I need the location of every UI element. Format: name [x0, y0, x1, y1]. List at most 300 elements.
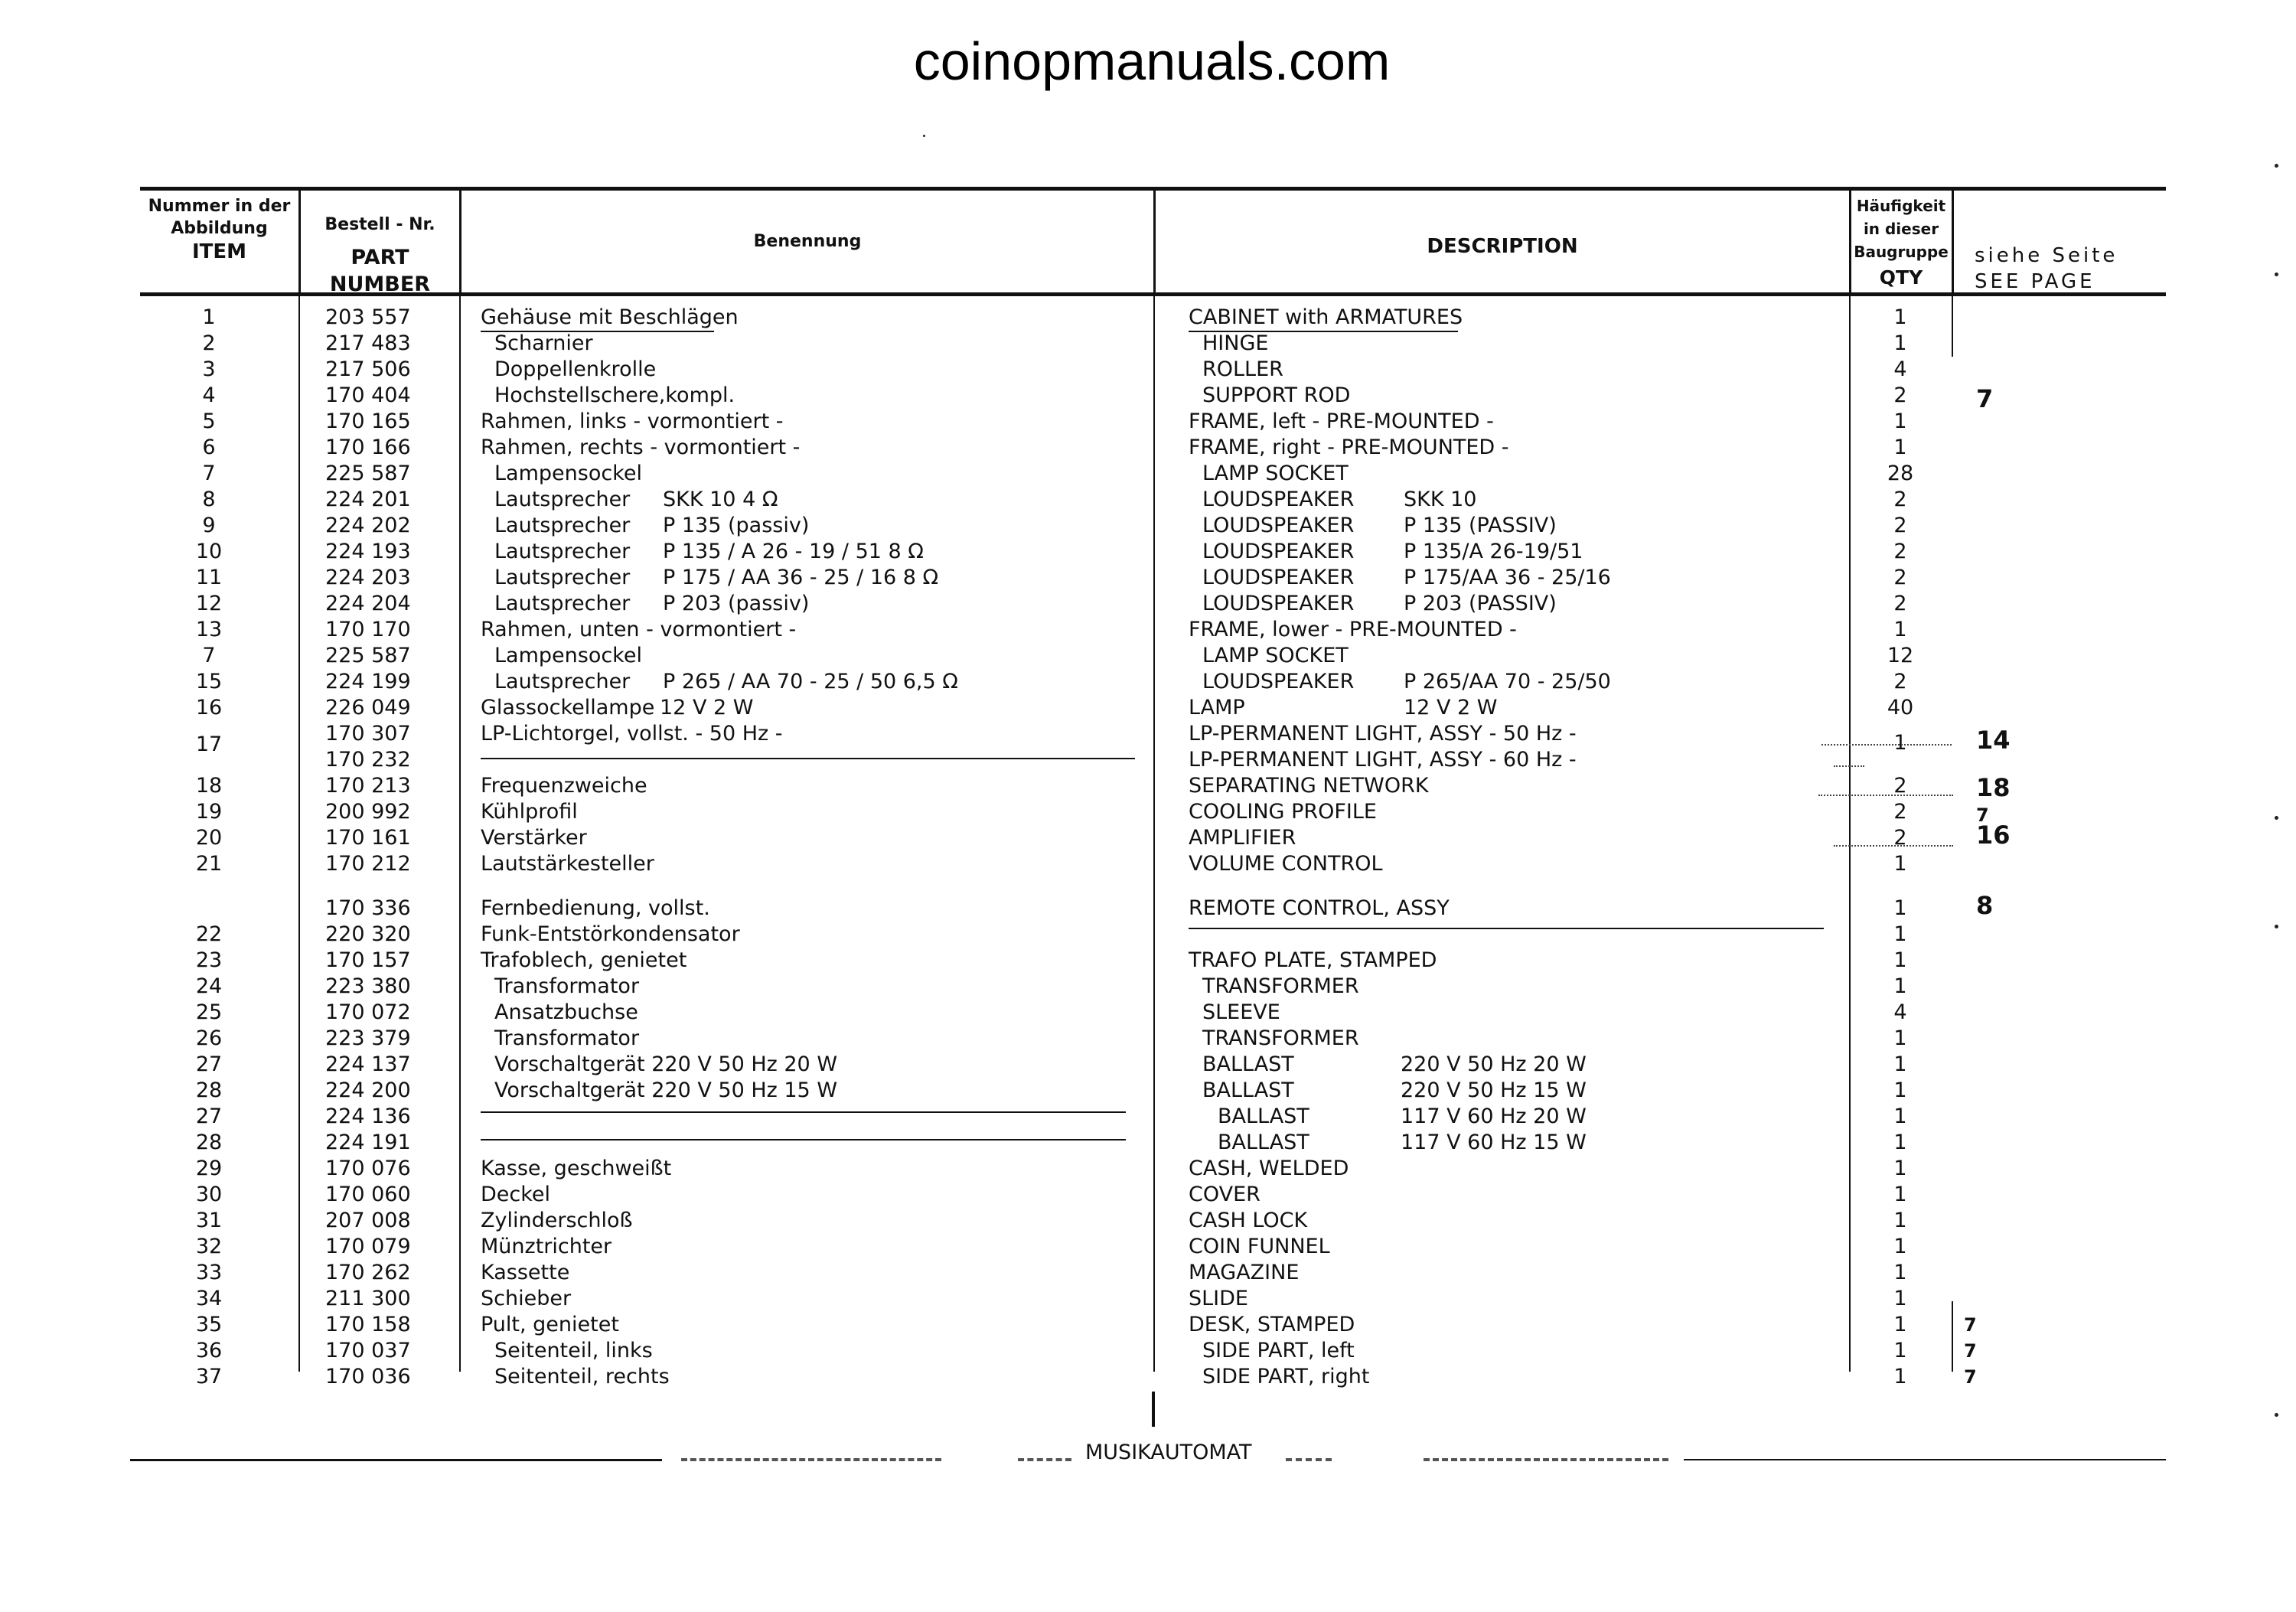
table-row	[0, 1234, 2296, 1260]
scan-mark	[2275, 272, 2278, 276]
item-name: Transformator	[494, 1026, 640, 1050]
part-number: 225 587	[325, 462, 411, 485]
item-qty: 4	[1893, 357, 1907, 381]
item-description: ROLLER	[1202, 357, 1283, 381]
item-name: Lautsprecher	[494, 488, 631, 511]
item-qty: 1	[1893, 1365, 1907, 1388]
item-qty: 2	[1893, 488, 1907, 511]
item-description: BALLAST	[1218, 1105, 1309, 1128]
item-description-spec: P 135 (PASSIV)	[1404, 514, 1557, 537]
item-name: Lautsprecher	[494, 592, 631, 615]
see-page: 7	[1964, 1314, 1977, 1336]
item-number: 7	[202, 462, 216, 485]
table-row	[0, 669, 2296, 695]
item-description: FRAME, right - PRE-MOUNTED -	[1189, 436, 1509, 459]
item-qty: 1	[1893, 305, 1907, 329]
item-number: 19	[195, 800, 223, 824]
item-qty: 28	[1887, 462, 1914, 485]
part-number: 225 587	[325, 644, 411, 667]
item-qty: 1	[1893, 1339, 1907, 1362]
item-qty: 1	[1893, 896, 1907, 920]
item-name: Lautsprecher	[494, 566, 631, 589]
item-qty: 1	[1893, 410, 1907, 433]
item-name: Glassockellampe	[481, 696, 655, 720]
table-row	[0, 331, 2296, 357]
item-description-spec: P 265/AA 70 - 25/50	[1404, 670, 1611, 693]
item-description: FRAME, left - PRE-MOUNTED -	[1189, 410, 1494, 433]
item-name: Seitenteil, rechts	[494, 1365, 670, 1388]
item-name: Lampensockel	[494, 644, 642, 667]
table-row	[0, 617, 2296, 643]
item-name: Funk-Entstörkondensator	[481, 922, 740, 946]
part-number: 224 137	[325, 1052, 411, 1076]
item-description: BALLAST	[1202, 1052, 1294, 1076]
item-description: REMOTE CONTROL, ASSY	[1189, 896, 1450, 920]
table-row	[0, 799, 2296, 825]
column-divider	[1152, 1392, 1155, 1427]
part-number: 170 170	[325, 618, 411, 641]
table-row	[0, 409, 2296, 435]
see-page: 7	[1964, 1366, 1977, 1388]
item-qty: 2	[1893, 670, 1907, 693]
item-description: LAMP SOCKET	[1202, 462, 1349, 485]
item-number: 5	[202, 410, 216, 433]
table-row	[0, 1078, 2296, 1104]
header-item-line: Abbildung	[171, 218, 268, 238]
item-qty: 2	[1893, 826, 1907, 850]
table-row	[0, 383, 2296, 413]
item-number: 22	[195, 922, 223, 946]
item-description: LOUDSPEAKER	[1202, 488, 1355, 511]
item-number: 4	[202, 383, 216, 407]
item-description: HINGE	[1202, 331, 1269, 355]
item-name: Lautsprecher	[494, 540, 631, 563]
see-page: 7	[1976, 384, 1994, 413]
header-qty-line: Baugruppe	[1854, 243, 1949, 261]
item-qty: 2	[1893, 383, 1907, 407]
table-row	[0, 922, 2296, 948]
table-row	[0, 513, 2296, 539]
item-qty: 2	[1893, 540, 1907, 563]
part-number: 170 262	[325, 1261, 411, 1284]
part-number: 224 204	[325, 592, 411, 615]
item-description: COOLING PROFILE	[1189, 800, 1377, 824]
item-qty: 1	[1893, 1313, 1907, 1336]
part-number: 224 200	[325, 1078, 411, 1102]
item-description: LOUDSPEAKER	[1202, 540, 1355, 563]
item-name: Kühlprofil	[481, 800, 578, 824]
part-number: 170 212	[325, 852, 411, 876]
item-name-spec: P 265 / AA 70 - 25 / 50 6,5 Ω	[663, 670, 958, 693]
item-description: AMPLIFIER	[1189, 826, 1296, 850]
item-number: 1	[202, 305, 216, 329]
qty-leader-dots	[1834, 765, 1864, 767]
item-number: 37	[195, 1365, 223, 1388]
part-number: 170 036	[325, 1365, 411, 1388]
table-row	[0, 1156, 2296, 1182]
item-number: 35	[195, 1313, 223, 1336]
table-row	[0, 821, 2296, 851]
item-name-spec: P 203 (passiv)	[663, 592, 810, 615]
item-description: FRAME, lower - PRE-MOUNTED -	[1189, 618, 1517, 641]
header-see-line: siehe Seite	[1975, 244, 2118, 267]
item-number: 15	[195, 670, 223, 693]
item-number: 34	[195, 1287, 223, 1310]
see-page: 8	[1976, 891, 1994, 920]
item-name-spec: SKK 10 4 Ω	[663, 488, 778, 511]
item-number: 9	[202, 514, 216, 537]
item-description: SIDE PART, left	[1202, 1339, 1355, 1362]
qty-leader-dots	[1821, 744, 1952, 746]
table-row	[0, 1208, 2296, 1234]
qty-leader-dots	[1818, 795, 1953, 796]
item-name: Seitenteil, links	[494, 1339, 653, 1362]
item-name: Schieber	[481, 1287, 572, 1310]
item-name-spec: P 175 / AA 36 - 25 / 16 8 Ω	[663, 566, 939, 589]
item-description: TRAFO PLATE, STAMPED	[1189, 948, 1437, 972]
item-number: 30	[195, 1183, 223, 1206]
item-description: COIN FUNNEL	[1189, 1235, 1330, 1258]
table-row	[0, 1104, 2296, 1130]
table-row	[0, 1182, 2296, 1208]
part-number: 217 483	[325, 331, 411, 355]
item-description: LOUDSPEAKER	[1202, 514, 1355, 537]
item-qty: 1	[1893, 922, 1907, 946]
part-number: 226 049	[325, 696, 411, 720]
see-page: 16	[1976, 821, 2011, 850]
item-name: Münztrichter	[481, 1235, 612, 1258]
item-qty: 12	[1887, 644, 1914, 667]
item-description-spec: P 175/AA 36 - 25/16	[1404, 566, 1611, 589]
part-number: 170 166	[325, 436, 411, 459]
header-qty-line: in dieser	[1863, 220, 1939, 238]
item-qty: 1	[1893, 1235, 1907, 1258]
header-item-line: Nummer in der	[148, 197, 291, 216]
item-name: Lautsprecher	[494, 514, 631, 537]
item-description: CABINET with ARMATURES	[1189, 305, 1463, 329]
item-name: Pult, genietet	[481, 1313, 619, 1336]
part-number: 224 201	[325, 488, 411, 511]
item-description: SEPARATING NETWORK	[1189, 774, 1429, 798]
part-number: 224 199	[325, 670, 411, 693]
item-qty: 1	[1893, 1105, 1907, 1128]
item-description: SUPPORT ROD	[1202, 383, 1351, 407]
item-qty: 1	[1893, 1287, 1907, 1310]
table-row	[0, 1364, 2296, 1390]
item-qty: 1	[1893, 948, 1907, 972]
item-qty: 1	[1893, 1078, 1907, 1102]
header-item	[140, 196, 298, 266]
footer-rule-faded	[1424, 1458, 1668, 1461]
footer-rule-faded	[1286, 1458, 1332, 1461]
item-name: Lautsprecher	[494, 670, 631, 693]
part-number: 170 404	[325, 383, 411, 407]
item-name-spec: P 135 / A 26 - 19 / 51 8 Ω	[663, 540, 924, 563]
part-number: 170 232	[325, 748, 411, 772]
part-number: 207 008	[325, 1209, 411, 1232]
item-number: 12	[195, 592, 223, 615]
item-description: LP-PERMANENT LIGHT, ASSY - 50 Hz -	[1189, 722, 1577, 746]
item-qty: 1	[1893, 1209, 1907, 1232]
item-qty: 2	[1893, 566, 1907, 589]
item-name: Lampensockel	[494, 462, 642, 485]
table-row	[0, 851, 2296, 877]
see-page: 18	[1976, 773, 2011, 802]
header-see-page	[1975, 243, 2151, 295]
table-row	[0, 1000, 2296, 1026]
table-row	[0, 1338, 2296, 1364]
item-description: VOLUME CONTROL	[1189, 852, 1383, 876]
item-name: Lautstärkesteller	[481, 852, 654, 876]
scan-mark	[923, 135, 925, 137]
part-number: 170 079	[325, 1235, 411, 1258]
table-row	[0, 487, 2296, 513]
table-row	[0, 695, 2296, 721]
item-number: 10	[195, 540, 223, 563]
item-qty: 1	[1893, 1261, 1907, 1284]
part-number: 223 379	[325, 1026, 411, 1050]
table-row	[0, 539, 2296, 565]
table-row	[0, 1130, 2296, 1156]
item-description-spec: 220 V 50 Hz 20 W	[1401, 1052, 1587, 1076]
table-row	[0, 948, 2296, 974]
item-qty: 2	[1893, 514, 1907, 537]
item-description: BALLAST	[1202, 1078, 1294, 1102]
item-name: Rahmen, links - vormontiert -	[481, 410, 784, 433]
item-description: BALLAST	[1218, 1131, 1309, 1154]
part-number: 170 161	[325, 826, 411, 850]
header-description: DESCRIPTION	[1427, 235, 1578, 258]
item-name-spec: 12 V 2 W	[660, 696, 754, 720]
table-row	[0, 357, 2296, 383]
item-description: SIDE PART, right	[1202, 1365, 1370, 1388]
scan-mark	[2275, 164, 2278, 168]
header-part-number	[301, 214, 459, 298]
item-number: 25	[195, 1000, 223, 1024]
item-number: 21	[195, 852, 223, 876]
site-title: coinopmanuals.com	[913, 31, 1391, 91]
item-qty: 4	[1893, 1000, 1907, 1024]
part-number: 200 992	[325, 800, 411, 824]
item-name-spec: P 135 (passiv)	[663, 514, 810, 537]
item-description: LAMP	[1189, 696, 1245, 720]
table-row	[0, 591, 2296, 617]
item-name: Rahmen, unten - vormontiert -	[481, 618, 797, 641]
item-name: Verstärker	[481, 826, 587, 850]
item-number: 24	[195, 974, 223, 998]
footer-rule-faded	[1018, 1458, 1071, 1461]
item-number: 33	[195, 1261, 223, 1284]
part-number: 217 506	[325, 357, 411, 381]
item-number: 16	[195, 696, 223, 720]
table-row	[0, 721, 2296, 756]
part-number: 220 320	[325, 922, 411, 946]
header-part-line: PART NUMBER	[329, 245, 431, 296]
item-description: LOUDSPEAKER	[1202, 592, 1355, 615]
item-number: 32	[195, 1235, 223, 1258]
item-name: Trafoblech, genietet	[481, 948, 687, 972]
table-row	[0, 643, 2296, 669]
item-name: Vorschaltgerät 220 V 50 Hz 15 W	[494, 1078, 838, 1102]
header-qty	[1851, 194, 1952, 292]
part-number: 203 557	[325, 305, 411, 329]
part-number: 170 060	[325, 1183, 411, 1206]
item-number: 27	[195, 1105, 223, 1128]
part-number: 170 076	[325, 1157, 411, 1180]
part-number: 170 213	[325, 774, 411, 798]
item-description: DESK, STAMPED	[1189, 1313, 1355, 1336]
item-name: Kassette	[481, 1261, 570, 1284]
item-description: LOUDSPEAKER	[1202, 670, 1355, 693]
item-number: 18	[195, 774, 223, 798]
item-name: Scharnier	[494, 331, 593, 355]
item-number: 28	[195, 1131, 223, 1154]
item-qty: 40	[1887, 696, 1914, 720]
table-row	[0, 1052, 2296, 1078]
part-number: 170 165	[325, 410, 411, 433]
header-part-line: Bestell - Nr.	[325, 215, 435, 234]
item-description: CASH, WELDED	[1189, 1157, 1349, 1180]
item-number: 26	[195, 1026, 223, 1050]
item-number: 13	[195, 618, 223, 641]
item-name: Zylinderschloß	[481, 1209, 633, 1232]
column-divider	[1952, 187, 1954, 295]
see-page: 14	[1976, 726, 2011, 755]
see-page: 7	[1964, 1340, 1977, 1362]
table-row	[0, 435, 2296, 461]
item-qty: 1	[1893, 1026, 1907, 1050]
table-row	[0, 305, 2296, 331]
item-description-spec: P 203 (PASSIV)	[1404, 592, 1557, 615]
item-number: 31	[195, 1209, 223, 1232]
footer-title: MUSIKAUTOMAT	[1085, 1441, 1252, 1464]
part-number: 223 380	[325, 974, 411, 998]
item-name: Rahmen, rechts - vormontiert -	[481, 436, 801, 459]
header-qty-line: Häufigkeit	[1856, 197, 1946, 215]
item-name: Hochstellschere,kompl.	[494, 383, 735, 407]
item-name: Vorschaltgerät 220 V 50 Hz 20 W	[494, 1052, 838, 1076]
item-number: 23	[195, 948, 223, 972]
header-qty-line: QTY	[1879, 266, 1923, 289]
item-description-spec: SKK 10	[1404, 488, 1477, 511]
item-qty: 1	[1893, 1183, 1907, 1206]
scan-mark	[2275, 1413, 2278, 1417]
item-name: Deckel	[481, 1183, 551, 1206]
item-qty: 1	[1893, 1131, 1907, 1154]
item-qty: 2	[1893, 774, 1907, 798]
item-name: Fernbedienung, vollst.	[481, 896, 710, 920]
item-qty: 1	[1893, 731, 1907, 755]
item-number: 27	[195, 1052, 223, 1076]
item-description: SLIDE	[1189, 1287, 1248, 1310]
part-number: 170 072	[325, 1000, 411, 1024]
table-row	[0, 461, 2296, 487]
part-number: 170 336	[325, 896, 411, 920]
table-row	[0, 565, 2296, 591]
table-row	[0, 974, 2296, 1000]
header-benennung: Benennung	[753, 232, 862, 251]
item-description-spec: P 135/A 26-19/51	[1404, 540, 1583, 563]
item-qty: 1	[1893, 1157, 1907, 1180]
item-number: 36	[195, 1339, 223, 1362]
part-number: 170 037	[325, 1339, 411, 1362]
item-description: LOUDSPEAKER	[1202, 566, 1355, 589]
item-description: LP-PERMANENT LIGHT, ASSY - 60 Hz -	[1189, 748, 1577, 772]
item-qty: 2	[1893, 800, 1907, 824]
footer-rule	[1684, 1459, 2166, 1460]
table-row	[0, 1286, 2296, 1312]
part-number: 170 307	[325, 722, 411, 746]
part-number: 170 157	[325, 948, 411, 972]
item-number: 20	[195, 826, 223, 850]
table-row	[0, 891, 2296, 922]
item-number: 3	[202, 357, 216, 381]
footer-rule	[130, 1459, 662, 1461]
table-row	[0, 1026, 2296, 1052]
item-description: SLEEVE	[1202, 1000, 1280, 1024]
item-description-spec: 117 V 60 Hz 20 W	[1401, 1105, 1587, 1128]
item-description: LAMP SOCKET	[1202, 644, 1349, 667]
item-description: TRANSFORMER	[1202, 974, 1359, 998]
see-page: 7	[1976, 804, 1989, 826]
item-description: CASH LOCK	[1189, 1209, 1308, 1232]
item-name: Frequenzweiche	[481, 774, 647, 798]
part-number: 224 203	[325, 566, 411, 589]
item-qty: 1	[1893, 436, 1907, 459]
item-name: Doppellenkrolle	[494, 357, 657, 381]
item-number: 6	[202, 436, 216, 459]
item-number: 7	[202, 644, 216, 667]
part-number: 211 300	[325, 1287, 411, 1310]
table-row	[0, 1312, 2296, 1338]
item-description: MAGAZINE	[1189, 1261, 1300, 1284]
part-number: 170 158	[325, 1313, 411, 1336]
item-number: 11	[195, 566, 223, 589]
item-qty: 1	[1893, 974, 1907, 998]
item-qty: 1	[1893, 618, 1907, 641]
item-description: TRANSFORMER	[1202, 1026, 1359, 1050]
table-row	[0, 747, 2296, 773]
item-number: 17	[195, 733, 223, 756]
part-number: 224 202	[325, 514, 411, 537]
header-item-line: ITEM	[191, 240, 247, 264]
row-separator	[481, 758, 1135, 759]
part-number: 224 191	[325, 1131, 411, 1154]
part-number: 224 193	[325, 540, 411, 563]
item-number: 28	[195, 1078, 223, 1102]
header-see-line: SEE PAGE	[1975, 269, 2095, 293]
item-number: 8	[202, 488, 216, 511]
item-description-spec: 117 V 60 Hz 15 W	[1401, 1131, 1587, 1154]
item-name: Ansatzbuchse	[494, 1000, 638, 1024]
footer-rule-faded	[681, 1458, 941, 1461]
item-qty: 1	[1893, 331, 1907, 355]
item-description: COVER	[1189, 1183, 1261, 1206]
item-qty: 2	[1893, 592, 1907, 615]
item-description-spec: 12 V 2 W	[1404, 696, 1498, 720]
item-qty: 1	[1893, 852, 1907, 876]
item-number: 2	[202, 331, 216, 355]
item-name: Gehäuse mit Beschlägen	[481, 305, 739, 329]
table-row	[0, 1260, 2296, 1286]
qty-leader-dots	[1834, 845, 1953, 847]
item-name: Kasse, geschweißt	[481, 1157, 672, 1180]
item-description-spec: 220 V 50 Hz 15 W	[1401, 1078, 1587, 1102]
item-name: Transformator	[494, 974, 640, 998]
item-qty: 1	[1893, 1052, 1907, 1076]
part-number: 224 136	[325, 1105, 411, 1128]
item-name: LP-Lichtorgel, vollst. - 50 Hz -	[481, 722, 783, 746]
